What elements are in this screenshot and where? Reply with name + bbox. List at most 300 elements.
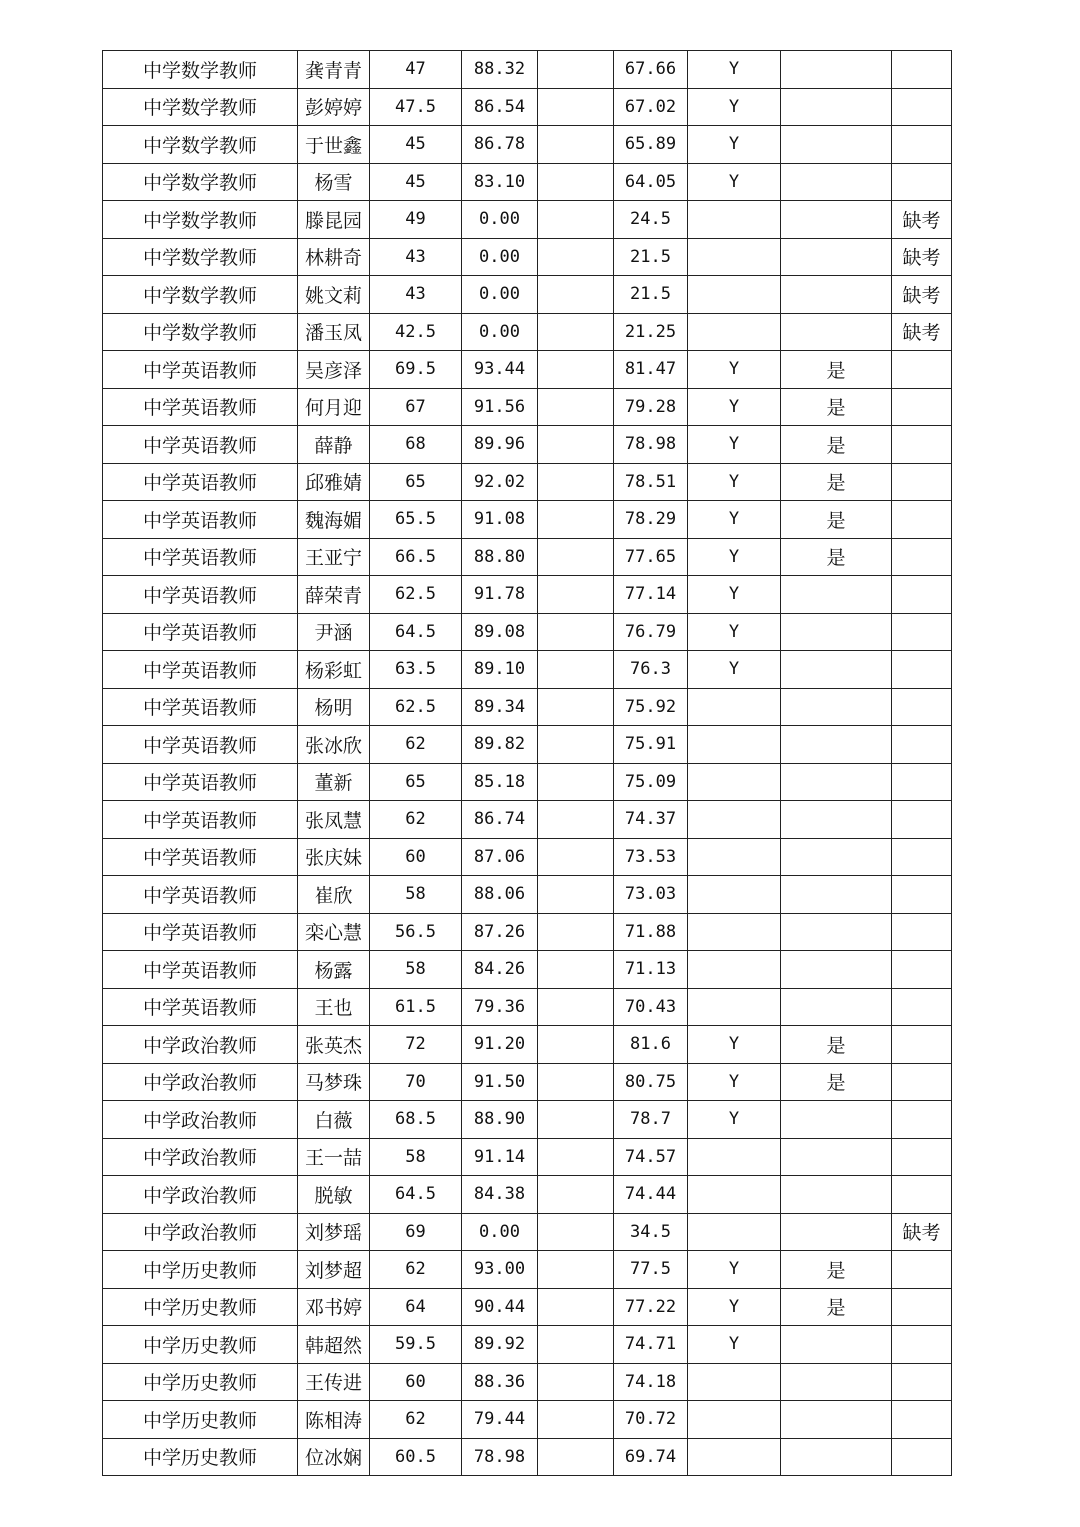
name-cell: 杨明 — [298, 688, 370, 726]
total-score-cell: 67.66 — [614, 51, 688, 89]
name-cell: 白薇 — [298, 1101, 370, 1139]
position-cell: 中学数学教师 — [103, 126, 298, 164]
position-cell: 中学英语教师 — [103, 876, 298, 914]
written-score-cell: 47 — [370, 51, 462, 89]
selected-cell: 是 — [781, 1251, 892, 1289]
table-row — [103, 1101, 952, 1139]
name-cell: 栾心慧 — [298, 913, 370, 951]
total-score-cell: 34.5 — [614, 1213, 688, 1251]
physical-exam-flag-cell — [688, 1438, 781, 1476]
written-score-cell: 62 — [370, 801, 462, 839]
physical-exam-flag-cell — [688, 1401, 781, 1439]
note-cell — [892, 651, 952, 689]
name-cell: 龚青青 — [298, 51, 370, 89]
interview-score-cell: 88.90 — [462, 1101, 538, 1139]
name-cell: 吴彦泽 — [298, 351, 370, 389]
position-cell: 中学历史教师 — [103, 1438, 298, 1476]
name-cell: 杨彩虹 — [298, 651, 370, 689]
position-cell: 中学数学教师 — [103, 163, 298, 201]
name-cell: 王亚宁 — [298, 538, 370, 576]
written-score-cell: 70 — [370, 1063, 462, 1101]
total-score-cell: 79.28 — [614, 388, 688, 426]
total-score-cell: 21.25 — [614, 313, 688, 351]
blank-cell — [538, 876, 614, 914]
table-row — [103, 1288, 952, 1326]
selected-cell — [781, 1213, 892, 1251]
blank-cell — [538, 1401, 614, 1439]
name-cell: 彭婷婷 — [298, 88, 370, 126]
physical-exam-flag-cell: Y — [688, 1101, 781, 1139]
selected-cell — [781, 988, 892, 1026]
blank-cell — [538, 951, 614, 989]
blank-cell — [538, 276, 614, 314]
total-score-cell: 71.88 — [614, 913, 688, 951]
name-cell: 杨露 — [298, 951, 370, 989]
note-cell — [892, 1026, 952, 1064]
written-score-cell: 58 — [370, 951, 462, 989]
selected-cell: 是 — [781, 1026, 892, 1064]
written-score-cell: 68.5 — [370, 1101, 462, 1139]
total-score-cell: 81.47 — [614, 351, 688, 389]
interview-score-cell: 0.00 — [462, 276, 538, 314]
selected-cell: 是 — [781, 463, 892, 501]
name-cell: 刘梦超 — [298, 1251, 370, 1289]
table-row — [103, 501, 952, 539]
note-cell — [892, 1288, 952, 1326]
note-cell — [892, 351, 952, 389]
selected-cell — [781, 163, 892, 201]
written-score-cell: 59.5 — [370, 1326, 462, 1364]
interview-score-cell: 83.10 — [462, 163, 538, 201]
selected-cell: 是 — [781, 426, 892, 464]
name-cell: 薛荣青 — [298, 576, 370, 614]
selected-cell — [781, 88, 892, 126]
selected-cell: 是 — [781, 501, 892, 539]
table-row — [103, 1326, 952, 1364]
selected-cell: 是 — [781, 1288, 892, 1326]
table-row — [103, 838, 952, 876]
blank-cell — [538, 313, 614, 351]
total-score-cell: 76.79 — [614, 613, 688, 651]
physical-exam-flag-cell — [688, 838, 781, 876]
interview-score-cell: 91.50 — [462, 1063, 538, 1101]
physical-exam-flag-cell — [688, 1176, 781, 1214]
interview-score-cell: 89.08 — [462, 613, 538, 651]
interview-score-cell: 0.00 — [462, 1213, 538, 1251]
total-score-cell: 74.18 — [614, 1363, 688, 1401]
blank-cell — [538, 688, 614, 726]
selected-cell — [781, 1101, 892, 1139]
total-score-cell: 67.02 — [614, 88, 688, 126]
note-cell — [892, 463, 952, 501]
blank-cell — [538, 726, 614, 764]
blank-cell — [538, 1063, 614, 1101]
table-row — [103, 201, 952, 239]
table-row — [103, 313, 952, 351]
note-cell — [892, 1063, 952, 1101]
table-row — [103, 51, 952, 89]
position-cell: 中学数学教师 — [103, 238, 298, 276]
blank-cell — [538, 576, 614, 614]
blank-cell — [538, 463, 614, 501]
position-cell: 中学数学教师 — [103, 88, 298, 126]
total-score-cell: 78.29 — [614, 501, 688, 539]
blank-cell — [538, 1251, 614, 1289]
position-cell: 中学英语教师 — [103, 763, 298, 801]
note-cell — [892, 613, 952, 651]
physical-exam-flag-cell: Y — [688, 613, 781, 651]
interview-score-cell: 84.26 — [462, 951, 538, 989]
interview-score-cell: 89.10 — [462, 651, 538, 689]
position-cell: 中学历史教师 — [103, 1288, 298, 1326]
written-score-cell: 69 — [370, 1213, 462, 1251]
note-cell — [892, 1176, 952, 1214]
interview-score-cell: 79.36 — [462, 988, 538, 1026]
total-score-cell: 65.89 — [614, 126, 688, 164]
physical-exam-flag-cell: Y — [688, 651, 781, 689]
position-cell: 中学英语教师 — [103, 726, 298, 764]
position-cell: 中学历史教师 — [103, 1251, 298, 1289]
selected-cell: 是 — [781, 351, 892, 389]
interview-score-cell: 79.44 — [462, 1401, 538, 1439]
name-cell: 王也 — [298, 988, 370, 1026]
total-score-cell: 24.5 — [614, 201, 688, 239]
blank-cell — [538, 1101, 614, 1139]
written-score-cell: 67 — [370, 388, 462, 426]
table-row — [103, 163, 952, 201]
written-score-cell: 62 — [370, 1251, 462, 1289]
position-cell: 中学政治教师 — [103, 1063, 298, 1101]
written-score-cell: 45 — [370, 163, 462, 201]
interview-score-cell: 88.80 — [462, 538, 538, 576]
name-cell: 脱敏 — [298, 1176, 370, 1214]
position-cell: 中学英语教师 — [103, 688, 298, 726]
note-cell — [892, 726, 952, 764]
position-cell: 中学政治教师 — [103, 1138, 298, 1176]
name-cell: 姚文莉 — [298, 276, 370, 314]
written-score-cell: 65.5 — [370, 501, 462, 539]
written-score-cell: 69.5 — [370, 351, 462, 389]
note-cell: 缺考 — [892, 276, 952, 314]
physical-exam-flag-cell: Y — [688, 51, 781, 89]
written-score-cell: 60 — [370, 838, 462, 876]
selected-cell — [781, 1138, 892, 1176]
note-cell — [892, 801, 952, 839]
position-cell: 中学政治教师 — [103, 1213, 298, 1251]
total-score-cell: 78.7 — [614, 1101, 688, 1139]
selected-cell — [781, 763, 892, 801]
total-score-cell: 21.5 — [614, 238, 688, 276]
table-row — [103, 576, 952, 614]
selected-cell — [781, 201, 892, 239]
table-row — [103, 1401, 952, 1439]
blank-cell — [538, 763, 614, 801]
written-score-cell: 72 — [370, 1026, 462, 1064]
interview-score-cell: 84.38 — [462, 1176, 538, 1214]
physical-exam-flag-cell: Y — [688, 388, 781, 426]
blank-cell — [538, 238, 614, 276]
written-score-cell: 42.5 — [370, 313, 462, 351]
note-cell — [892, 126, 952, 164]
name-cell: 张凤慧 — [298, 801, 370, 839]
name-cell: 薛静 — [298, 426, 370, 464]
interview-score-cell: 93.44 — [462, 351, 538, 389]
physical-exam-flag-cell — [688, 951, 781, 989]
interview-score-cell: 88.06 — [462, 876, 538, 914]
physical-exam-flag-cell: Y — [688, 501, 781, 539]
table-row — [103, 1251, 952, 1289]
physical-exam-flag-cell: Y — [688, 463, 781, 501]
total-score-cell: 78.51 — [614, 463, 688, 501]
table-row — [103, 688, 952, 726]
physical-exam-flag-cell — [688, 1138, 781, 1176]
table-row — [103, 1063, 952, 1101]
note-cell: 缺考 — [892, 313, 952, 351]
interview-score-cell: 88.32 — [462, 51, 538, 89]
name-cell: 滕昆园 — [298, 201, 370, 239]
name-cell: 邱雅婧 — [298, 463, 370, 501]
physical-exam-flag-cell: Y — [688, 426, 781, 464]
physical-exam-flag-cell: Y — [688, 1063, 781, 1101]
position-cell: 中学英语教师 — [103, 351, 298, 389]
position-cell: 中学英语教师 — [103, 801, 298, 839]
blank-cell — [538, 163, 614, 201]
interview-score-cell: 86.54 — [462, 88, 538, 126]
selected-cell — [781, 51, 892, 89]
name-cell: 邓书婷 — [298, 1288, 370, 1326]
blank-cell — [538, 388, 614, 426]
note-cell — [892, 913, 952, 951]
written-score-cell: 63.5 — [370, 651, 462, 689]
physical-exam-flag-cell: Y — [688, 1288, 781, 1326]
name-cell: 张英杰 — [298, 1026, 370, 1064]
note-cell: 缺考 — [892, 238, 952, 276]
position-cell: 中学政治教师 — [103, 1176, 298, 1214]
total-score-cell: 74.57 — [614, 1138, 688, 1176]
physical-exam-flag-cell: Y — [688, 1326, 781, 1364]
position-cell: 中学政治教师 — [103, 1101, 298, 1139]
table-row — [103, 126, 952, 164]
score-table — [102, 50, 952, 1476]
table-row — [103, 426, 952, 464]
total-score-cell: 73.53 — [614, 838, 688, 876]
name-cell: 王传进 — [298, 1363, 370, 1401]
interview-score-cell: 91.78 — [462, 576, 538, 614]
physical-exam-flag-cell — [688, 726, 781, 764]
name-cell: 尹涵 — [298, 613, 370, 651]
selected-cell — [781, 651, 892, 689]
interview-score-cell: 93.00 — [462, 1251, 538, 1289]
total-score-cell: 80.75 — [614, 1063, 688, 1101]
blank-cell — [538, 988, 614, 1026]
position-cell: 中学英语教师 — [103, 951, 298, 989]
blank-cell — [538, 651, 614, 689]
interview-score-cell: 0.00 — [462, 201, 538, 239]
blank-cell — [538, 1213, 614, 1251]
interview-score-cell: 91.14 — [462, 1138, 538, 1176]
blank-cell — [538, 1176, 614, 1214]
table-row — [103, 388, 952, 426]
table-row — [103, 276, 952, 314]
position-cell: 中学英语教师 — [103, 576, 298, 614]
written-score-cell: 64.5 — [370, 613, 462, 651]
selected-cell: 是 — [781, 388, 892, 426]
note-cell: 缺考 — [892, 1213, 952, 1251]
interview-score-cell: 0.00 — [462, 238, 538, 276]
table-row — [103, 726, 952, 764]
position-cell: 中学英语教师 — [103, 463, 298, 501]
interview-score-cell: 87.06 — [462, 838, 538, 876]
position-cell: 中学英语教师 — [103, 838, 298, 876]
written-score-cell: 56.5 — [370, 913, 462, 951]
selected-cell: 是 — [781, 538, 892, 576]
blank-cell — [538, 501, 614, 539]
table-row — [103, 1026, 952, 1064]
physical-exam-flag-cell — [688, 988, 781, 1026]
selected-cell — [781, 913, 892, 951]
table-row — [103, 538, 952, 576]
physical-exam-flag-cell: Y — [688, 126, 781, 164]
blank-cell — [538, 801, 614, 839]
table-row — [103, 463, 952, 501]
table-row — [103, 1438, 952, 1476]
note-cell — [892, 388, 952, 426]
table-row — [103, 1363, 952, 1401]
total-score-cell: 77.22 — [614, 1288, 688, 1326]
position-cell: 中学历史教师 — [103, 1401, 298, 1439]
interview-score-cell: 89.34 — [462, 688, 538, 726]
blank-cell — [538, 1138, 614, 1176]
position-cell: 中学英语教师 — [103, 501, 298, 539]
table-row — [103, 613, 952, 651]
physical-exam-flag-cell — [688, 201, 781, 239]
table-row — [103, 801, 952, 839]
interview-score-cell: 87.26 — [462, 913, 538, 951]
table-row — [103, 238, 952, 276]
physical-exam-flag-cell — [688, 276, 781, 314]
total-score-cell: 71.13 — [614, 951, 688, 989]
selected-cell — [781, 951, 892, 989]
table-row — [103, 763, 952, 801]
written-score-cell: 60.5 — [370, 1438, 462, 1476]
note-cell — [892, 1363, 952, 1401]
selected-cell — [781, 1401, 892, 1439]
written-score-cell: 62.5 — [370, 688, 462, 726]
total-score-cell: 74.37 — [614, 801, 688, 839]
blank-cell — [538, 1438, 614, 1476]
written-score-cell: 62 — [370, 1401, 462, 1439]
selected-cell — [781, 688, 892, 726]
table-row — [103, 1176, 952, 1214]
name-cell: 魏海媚 — [298, 501, 370, 539]
total-score-cell: 75.09 — [614, 763, 688, 801]
note-cell — [892, 951, 952, 989]
physical-exam-flag-cell: Y — [688, 351, 781, 389]
position-cell: 中学英语教师 — [103, 913, 298, 951]
selected-cell: 是 — [781, 1063, 892, 1101]
physical-exam-flag-cell: Y — [688, 88, 781, 126]
written-score-cell: 65 — [370, 763, 462, 801]
total-score-cell: 74.71 — [614, 1326, 688, 1364]
interview-score-cell: 85.18 — [462, 763, 538, 801]
total-score-cell: 75.92 — [614, 688, 688, 726]
name-cell: 位冰娴 — [298, 1438, 370, 1476]
selected-cell — [781, 313, 892, 351]
position-cell: 中学政治教师 — [103, 1026, 298, 1064]
physical-exam-flag-cell — [688, 1213, 781, 1251]
table-row — [103, 88, 952, 126]
name-cell: 王一喆 — [298, 1138, 370, 1176]
interview-score-cell: 86.78 — [462, 126, 538, 164]
note-cell — [892, 88, 952, 126]
name-cell: 潘玉凤 — [298, 313, 370, 351]
interview-score-cell: 90.44 — [462, 1288, 538, 1326]
note-cell — [892, 163, 952, 201]
selected-cell — [781, 1438, 892, 1476]
physical-exam-flag-cell — [688, 313, 781, 351]
position-cell: 中学历史教师 — [103, 1363, 298, 1401]
position-cell: 中学历史教师 — [103, 1326, 298, 1364]
name-cell: 杨雪 — [298, 163, 370, 201]
selected-cell — [781, 838, 892, 876]
total-score-cell: 78.98 — [614, 426, 688, 464]
physical-exam-flag-cell — [688, 763, 781, 801]
table-row — [103, 351, 952, 389]
name-cell: 崔欣 — [298, 876, 370, 914]
interview-score-cell: 89.82 — [462, 726, 538, 764]
physical-exam-flag-cell: Y — [688, 1026, 781, 1064]
note-cell — [892, 1101, 952, 1139]
physical-exam-flag-cell — [688, 238, 781, 276]
written-score-cell: 60 — [370, 1363, 462, 1401]
written-score-cell: 68 — [370, 426, 462, 464]
blank-cell — [538, 126, 614, 164]
written-score-cell: 65 — [370, 463, 462, 501]
physical-exam-flag-cell — [688, 876, 781, 914]
name-cell: 于世鑫 — [298, 126, 370, 164]
selected-cell — [781, 1363, 892, 1401]
name-cell: 林耕奇 — [298, 238, 370, 276]
total-score-cell: 76.3 — [614, 651, 688, 689]
blank-cell — [538, 1288, 614, 1326]
position-cell: 中学数学教师 — [103, 276, 298, 314]
position-cell: 中学英语教师 — [103, 388, 298, 426]
written-score-cell: 47.5 — [370, 88, 462, 126]
total-score-cell: 70.72 — [614, 1401, 688, 1439]
blank-cell — [538, 613, 614, 651]
total-score-cell: 75.91 — [614, 726, 688, 764]
physical-exam-flag-cell — [688, 688, 781, 726]
written-score-cell: 62 — [370, 726, 462, 764]
table-row — [103, 988, 952, 1026]
blank-cell — [538, 1363, 614, 1401]
name-cell: 陈相涛 — [298, 1401, 370, 1439]
selected-cell — [781, 276, 892, 314]
note-cell — [892, 1438, 952, 1476]
table-row — [103, 951, 952, 989]
note-cell — [892, 838, 952, 876]
name-cell: 张冰欣 — [298, 726, 370, 764]
table-row — [103, 1213, 952, 1251]
written-score-cell: 64.5 — [370, 1176, 462, 1214]
note-cell — [892, 426, 952, 464]
blank-cell — [538, 913, 614, 951]
note-cell — [892, 538, 952, 576]
note-cell — [892, 1326, 952, 1364]
position-cell: 中学数学教师 — [103, 313, 298, 351]
blank-cell — [538, 1326, 614, 1364]
selected-cell — [781, 576, 892, 614]
